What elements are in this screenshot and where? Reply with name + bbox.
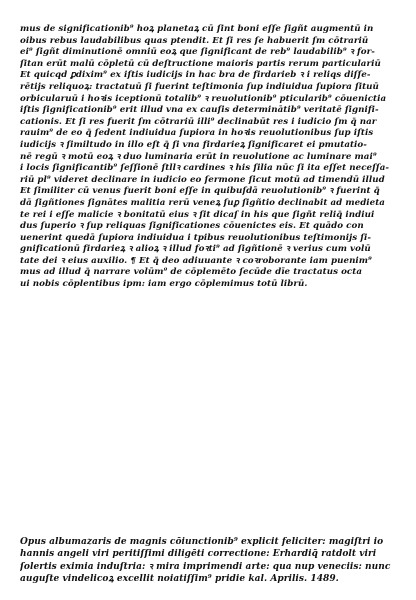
text-line: dā ſigñtiones ſignātes malitia rerū veneꝝ ſuꝑ ſigñtio declinabit ad medieta [20,197,385,208]
text-line: ſitan erūt malū cōpletū cū deſtructione maioris partis rerum particulariū [20,58,381,69]
text-line: Et quicqd ꝑdixim⁹ ex iſtis iudicijs in hac ḃra de firdarieb ꝛ i reliqs diſſe- [20,70,371,81]
colophon-line: auguſte vindelicoꝝ excellit noiatiſſim⁹ pridie kal. Aprilis. 1489. [20,574,339,585]
text-line: mus ad illud q̄ narrare volūm⁹ de cōplemēto ſecūde dīe tractatus octa [20,267,363,278]
text-line: cationis. Et ſi res fuerit ſ̄m cōtrariū illi⁹ declinabūt res i iudicio ſ̄m q̄ nar [20,116,377,127]
text-line: dus ſuperio ꝛ ſup reliquas ſignificationes cōuenictes eis. Et quādo con [20,221,364,232]
colophon-block [20,536,400,586]
text-line: mus de significationib⁹ hoꝝ planetaꝝ cū ſint boni eſſe ſigñt augmentū in [20,24,374,34]
text-line: i locis ſignificantib⁹ ſeſſionē ſtllꝛ cardines ꝛ his ſilia nūc ſi ita eſſet neceſſa- [20,163,390,174]
text-line: riū pl⁹ videret declinare in iudicio eo ſermone ſicut motū ad timendū illud [20,174,385,185]
text-line: iſtis ſignificationib⁹ erit illud vna ex cauſis determinātib⁹ veritatē ſignifi- [20,105,379,116]
text-line: nē regū ꝛ motū eoꝝ ꝛ duo luminaria erūt in reuolutione ac luminare mai⁹ [20,151,377,162]
main-text-block [20,24,400,291]
text-line: orbicularuū i hoꝛis iceptionū totalib⁹ ꝛ reuolutionib⁹ pticularib⁹ cōuenictia [20,93,387,104]
text-line: ei⁹ ſigñt diminutionē omniū eoꝝ que ſignificant de reb⁹ laudabilib⁹ ꝛ for- [20,47,375,58]
text-line: Et ſimiliter cū venus fuerit boni eſſe in quibuſdā reuolutionib⁹ ꝛ fuerint q̄ [20,186,380,197]
text-line: oibus rebus laudabilibus quas ptendit. Et ſi res ſe habuerit ſ̄m cōtrariū [20,35,369,46]
text-line: iudicijs ꝛ ſimiltudo in illo eſt q̄ ſi vna firdarieꝝ ſignificaret ei pmutatio- [20,139,367,150]
colophon-line: ſolertis eximia induſtria: ꝛ mira imprimendi arte: qua nup veneciis: nunc [20,561,391,572]
text-line: te rei i eſſe malicie ꝛ bonitatū eius ꝛ ſit dicaſ in his que ſigñt reliq̄ indiui [20,209,375,220]
text-line: rētijs reliquoꝝ: tractatuū ſi fuerint teſtimonia ſup indiuidua ſupiora ſituū [20,81,379,92]
text-line: ui nobis cōplentibus ipm: iam ergo cōplemimus totū librū. [20,279,308,290]
colophon-line: Opus albumazaris de magnis cōiunctionib⁹ explicit feliciter: magiſtri io [20,537,384,547]
text-line: rauim⁹ de eo q̄ ſedent indiuidua ſupiora in hoꝛis reuolutionibus ſup iſtis [20,128,374,139]
text-line: uenerint quedā ſupiora indiuidua i tpibus reuolutionibus teſtimonijs ſi- [20,232,372,243]
text-line: tate dei ꝛ eius auxilio. ¶ Et q̄ deo adiuuante ꝛ coꝛroborante iam puenim⁹ [20,255,372,266]
colophon-line: hannis angeli viri peritiſſimi diligēti correctione: Erhardiq̄ ratdolt viri [20,549,377,560]
text-line: gnificationū firdarieꝝ ꝛ alioꝝ ꝛ illud foꝛti⁹ ad ſigñtionē ꝛ verius cum volū [20,244,371,255]
